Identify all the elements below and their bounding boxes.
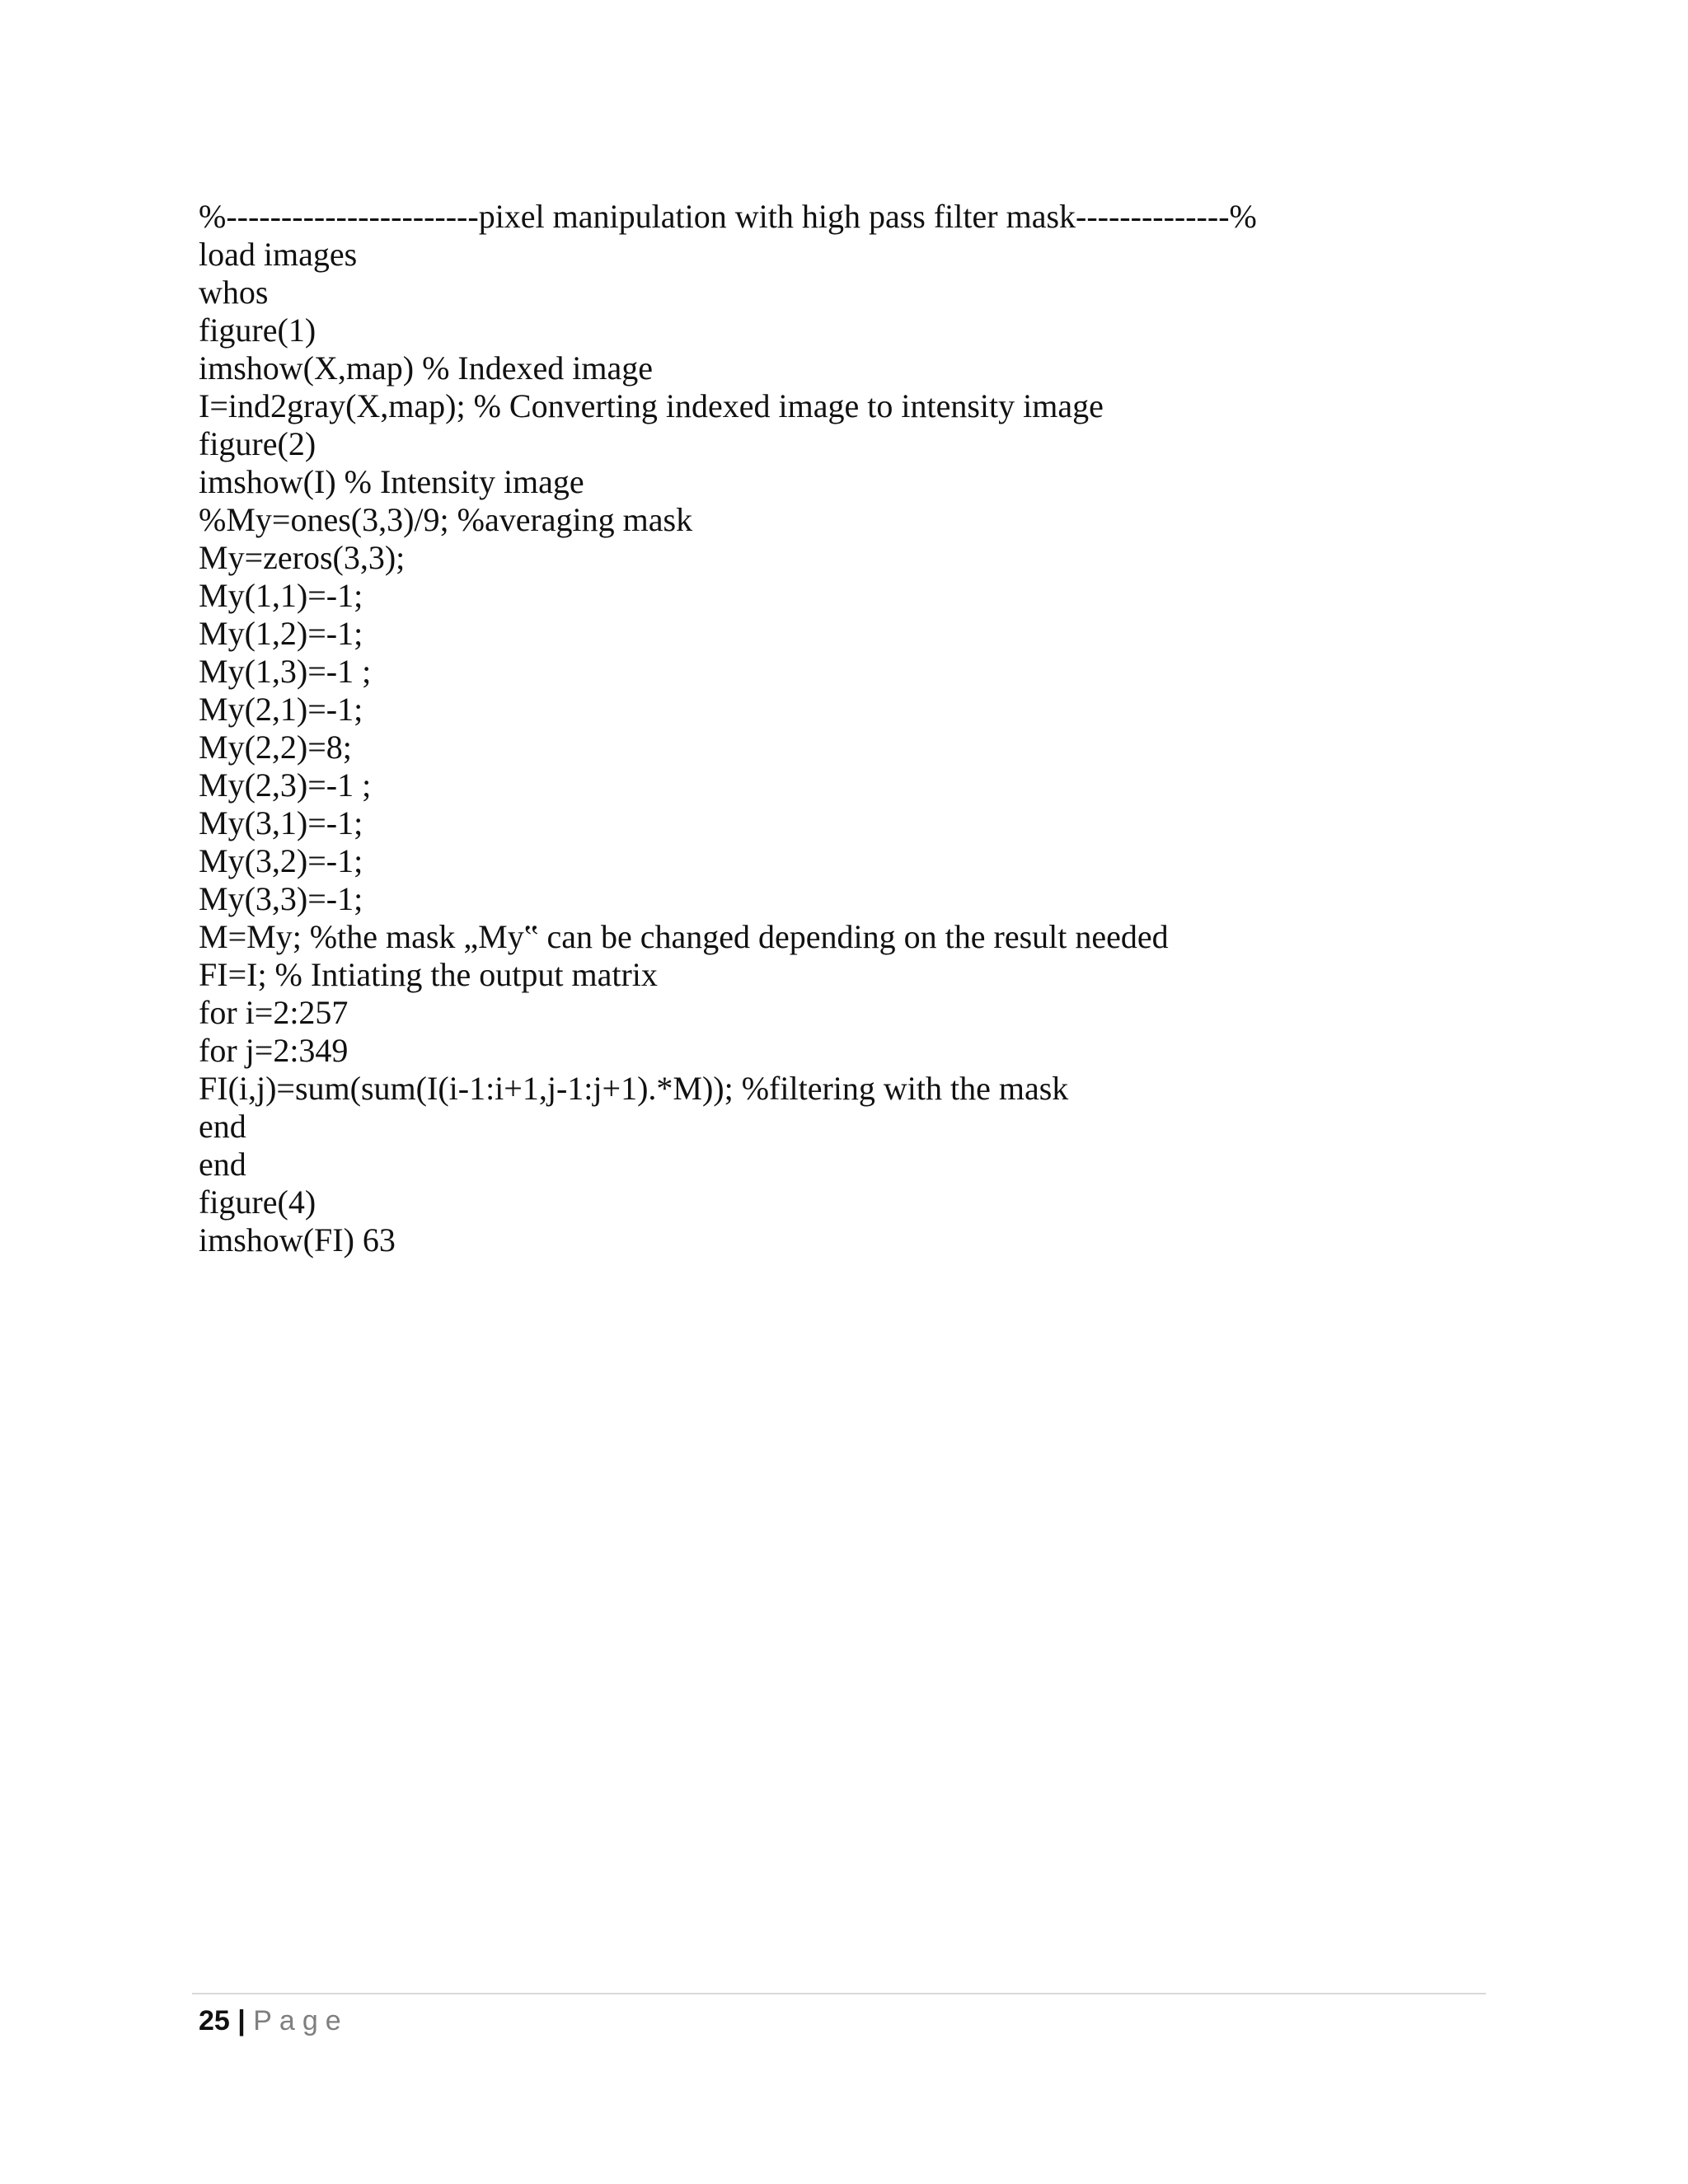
- code-line: I=ind2gray(X,map); % Converting indexed image to intensity image: [199, 387, 1104, 424]
- page-footer: [192, 1993, 1486, 2060]
- code-line: My(1,2)=-1;: [199, 615, 363, 652]
- code-line: My(3,2)=-1;: [199, 842, 363, 879]
- code-line: load images: [199, 236, 358, 273]
- code-line: end: [199, 1146, 246, 1183]
- code-line: FI=I; % Intiating the output matrix: [199, 956, 658, 993]
- code-listing: [199, 198, 1517, 1259]
- code-line: My(1,1)=-1;: [199, 577, 363, 614]
- code-line: My(3,3)=-1;: [199, 880, 363, 917]
- code-line: figure(1): [199, 312, 316, 349]
- code-line: %My=ones(3,3)/9; %averaging mask: [199, 501, 693, 538]
- page-number: 25: [199, 2005, 230, 2036]
- code-line: My(2,1)=-1;: [199, 691, 363, 728]
- code-line: for i=2:257: [199, 994, 349, 1031]
- footer-text: [199, 2004, 349, 2037]
- code-line: My(3,1)=-1;: [199, 804, 363, 841]
- code-line-comment-header: %-----------------------pixel manipulation with high pass filter mask--------------%: [199, 198, 1257, 235]
- code-line: My(1,3)=-1 ;: [199, 653, 372, 690]
- code-line: My=zeros(3,3);: [199, 539, 406, 576]
- code-line: figure(2): [199, 425, 316, 462]
- page-label: Page: [253, 2005, 349, 2036]
- code-line: for j=2:349: [199, 1032, 349, 1069]
- code-line: My(2,3)=-1 ;: [199, 766, 372, 804]
- code-line: imshow(I) % Intensity image: [199, 463, 584, 500]
- code-line: FI(i,j)=sum(sum(I(i-1:i+1,j-1:j+1).*M)); %filtering with the mask: [199, 1070, 1069, 1107]
- code-line: end: [199, 1108, 246, 1145]
- code-line: imshow(FI) 63: [199, 1221, 396, 1258]
- code-line: M=My; %the mask „My‟ can be changed depending on the result needed: [199, 918, 1169, 955]
- page-separator: |: [229, 2005, 254, 2036]
- code-line: My(2,2)=8;: [199, 729, 352, 766]
- code-line: figure(4): [199, 1183, 316, 1221]
- code-line: imshow(X,map) % Indexed image: [199, 349, 653, 387]
- code-line: whos: [199, 274, 269, 311]
